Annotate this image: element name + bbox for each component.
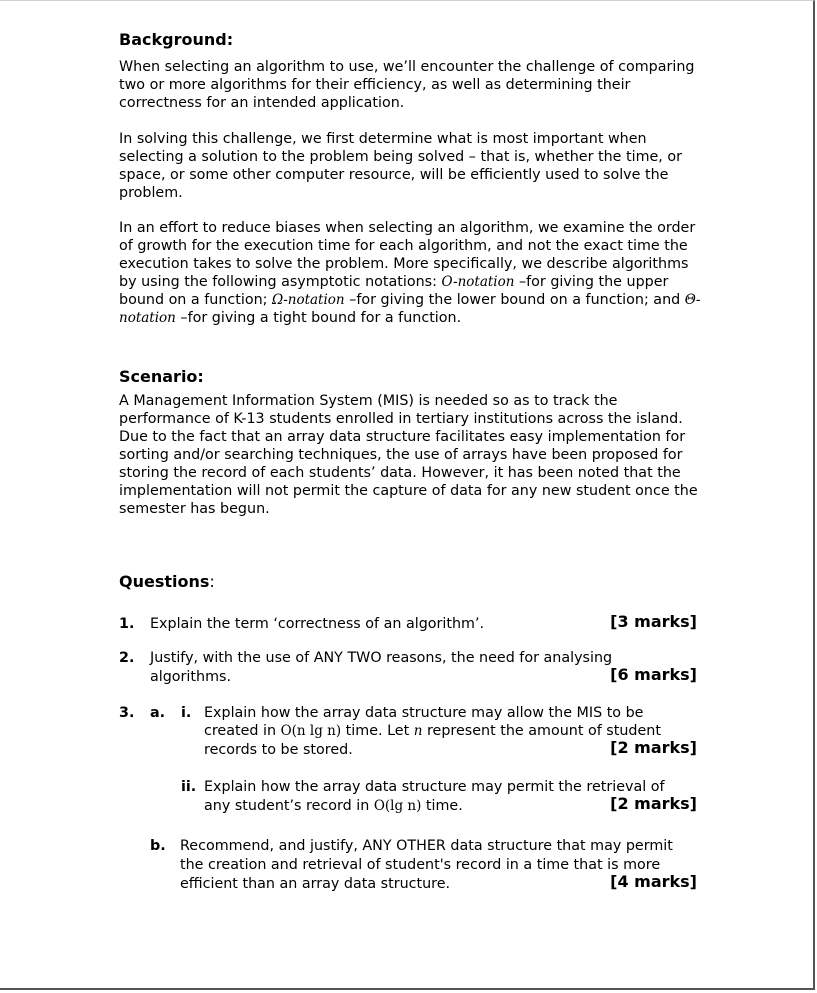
questions-heading xyxy=(119,572,709,592)
question-3a-ii-marks: [2 marks] xyxy=(610,794,697,813)
q3ai-line2-post: represent the amount of student xyxy=(422,723,661,739)
question-3a-i xyxy=(119,704,709,761)
q3ai-line2-pre: created in xyxy=(204,723,281,739)
question-3a-i-line1: Explain how the array data structure may allow the MIS to be xyxy=(204,705,644,721)
para3-end: –for giving a tight bound for a function. xyxy=(175,310,462,326)
document-page xyxy=(119,30,709,894)
question-3a-ii-label: ii. xyxy=(181,779,197,795)
question-1-text: Explain the term ‘correctness of an algorithm’. xyxy=(150,616,485,632)
q3aii-line2-pre: any student’s record in xyxy=(204,798,374,814)
o-notation-term: O-notation xyxy=(441,274,515,290)
question-3b-line3: efficient than an array data structure. xyxy=(180,876,451,892)
question-3a-i-marks: [2 marks] xyxy=(610,738,697,757)
question-3b xyxy=(119,837,709,894)
question-3a-i-label: i. xyxy=(181,705,192,721)
background-paragraph-2: In solving this challenge, we first determine what is most important when selecting a solution to the problem being solved – that is, whether the time, or space, or some other computer resource, will be efficiently used to solve the problem. xyxy=(119,131,683,201)
q3ai-math-nlgn: O(n lg n) xyxy=(280,723,342,739)
question-3b-line1: Recommend, and justify, ANY OTHER data structure that may permit xyxy=(180,838,673,854)
background-paragraph-3 xyxy=(119,219,709,327)
q3aii-line2-post: time. xyxy=(421,798,463,814)
question-3b-label: b. xyxy=(150,838,166,854)
question-3a-ii-line1: Explain how the array data structure may permit the retrieval of xyxy=(204,779,665,795)
question-3b-marks: [4 marks] xyxy=(610,872,697,891)
q3aii-math-lgn: O(lg n) xyxy=(373,798,422,814)
q3ai-math-n: n xyxy=(413,723,423,739)
questions-heading-colon: : xyxy=(209,572,215,591)
question-3-number: 3. xyxy=(119,705,135,721)
theta-notation-term: Θ-notation xyxy=(119,292,701,326)
questions-heading-text: Questions xyxy=(119,572,210,591)
question-1-marks: [3 marks] xyxy=(610,612,697,631)
question-3b-line2: the creation and retrieval of student's record in a time that is more xyxy=(180,857,661,873)
para3-start: In an effort to reduce biases when selecting an algorithm, we examine the order of growth for the execution time for each algorithm, and not the exact time the execution takes to solve the problem. More specifically, we describe algorithms by using the following asymptotic notations: xyxy=(119,220,696,290)
question-3a-ii-line2 xyxy=(204,797,463,815)
question-2-text-line2: algorithms. xyxy=(150,669,231,685)
scenario-heading: Scenario: xyxy=(119,367,204,386)
para3-mid1: –for giving the upper bound on a function; xyxy=(119,274,669,308)
background-paragraph-1: When selecting an algorithm to use, we’ll encounter the challenge of comparing two or more algorithms for their efficiency, as well as determining their correctness for an intended application. xyxy=(119,59,695,111)
question-2 xyxy=(119,649,709,687)
question-1-number: 1. xyxy=(119,616,135,632)
question-3a-label: a. xyxy=(150,705,166,721)
omega-notation-term: Ω-notation xyxy=(272,292,345,308)
background-heading: Background: xyxy=(119,30,234,49)
question-3a-i-line2 xyxy=(204,722,661,740)
question-2-number: 2. xyxy=(119,650,135,666)
question-3a-i-line3: records to be stored. xyxy=(204,742,353,758)
q3ai-line2-mid: time. Let xyxy=(341,723,414,739)
question-3a-ii xyxy=(119,778,709,816)
question-2-text-line1: Justify, with the use of ANY TWO reasons, the need for analysing xyxy=(150,650,613,666)
scenario-paragraph: A Management Information System (MIS) is needed so as to track the performance of K-13 students enrolled in tertiary institutions across the island. Due to the fact that an array data structure facilitates easy implementation for sorting and/or searching techniques, the use of arrays have been proposed for storing the record of each students’ data. However, it has been noted that the implementation will not permit the capture of data for any new student once the semester has begun. xyxy=(119,393,698,517)
question-2-marks: [6 marks] xyxy=(610,665,697,684)
question-1 xyxy=(119,613,709,635)
para3-mid2: –for giving the lower bound on a function; and xyxy=(344,292,685,308)
